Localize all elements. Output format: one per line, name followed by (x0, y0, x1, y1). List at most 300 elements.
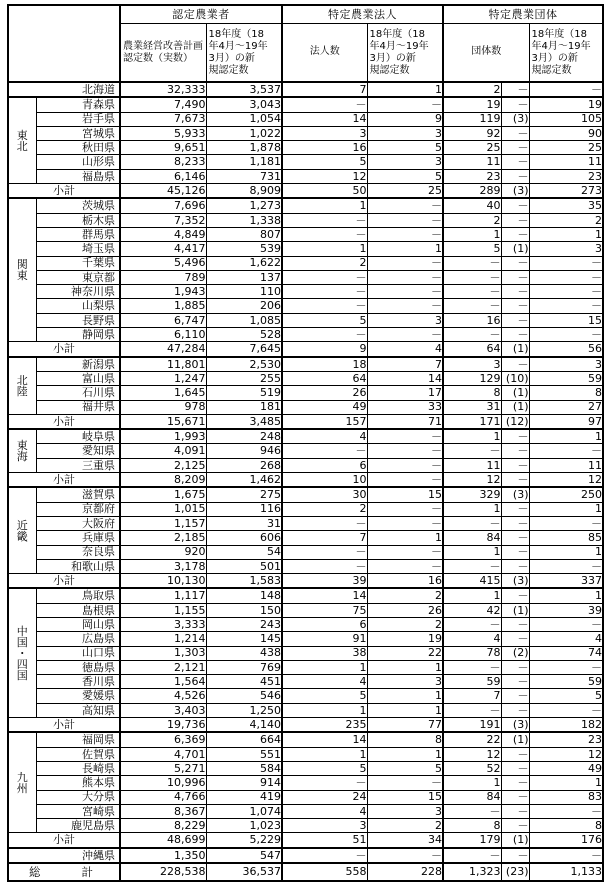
cell-new-certifications-organizations: － (529, 256, 603, 270)
cell-organization-count: 23 (443, 169, 501, 183)
table-row (8, 141, 603, 155)
cell-new-certifications-farmers: 1,074 (206, 804, 282, 818)
prefecture-label: 宮城県 (36, 126, 120, 140)
cell-corporation-count: 1 (282, 703, 367, 717)
cell-new-certifications-organizations: 1 (529, 588, 603, 603)
cell-new-certifications-corporations: － (367, 516, 443, 530)
cell-organization-count: 3 (443, 357, 501, 372)
cell-new-certifications-corporations: 1 (367, 747, 443, 761)
cell-organization-count-paren: － (501, 588, 529, 603)
prefecture-label: 長崎県 (36, 761, 120, 775)
cell-new-certifications-corporations: 4 (367, 342, 443, 357)
cell-improvement-plan-count: 4,526 (120, 689, 206, 703)
cell-organization-count-paren: (23) (501, 863, 529, 881)
header-line-1: 18年度（18 (369, 28, 425, 40)
cell-organization-count: 84 (443, 790, 501, 804)
header-col-organization-count: 団体数 (443, 24, 529, 82)
cell-new-certifications-corporations: － (367, 97, 443, 112)
table-body (8, 82, 603, 881)
cell-organization-count-paren: － (501, 313, 529, 327)
cell-organization-count: 40 (443, 198, 501, 213)
cell-new-certifications-farmers: 1,250 (206, 703, 282, 717)
cell-organization-count: 59 (443, 675, 501, 689)
prefecture-label: 長野県 (36, 313, 120, 327)
grand-total-row (8, 863, 603, 881)
cell-organization-count-paren: － (501, 97, 529, 112)
prefecture-label: 群馬県 (36, 227, 120, 241)
prefecture-label: 鳥取県 (36, 588, 120, 603)
cell-new-certifications-corporations: 3 (367, 804, 443, 818)
cell-improvement-plan-count: 8,229 (120, 819, 206, 833)
cell-new-certifications-farmers: 1,338 (206, 213, 282, 227)
cell-new-certifications-corporations: 9 (367, 112, 443, 126)
cell-new-certifications-organizations: 1 (529, 429, 603, 444)
cell-improvement-plan-count: 47,284 (120, 342, 206, 357)
cell-organization-count-paren: － (501, 617, 529, 631)
region-label-char: 国 (16, 668, 28, 682)
cell-new-certifications-farmers: 946 (206, 444, 282, 458)
cell-new-certifications-farmers: 1,022 (206, 126, 282, 140)
cell-organization-count-paren: － (501, 357, 529, 372)
cell-improvement-plan-count: 9,651 (120, 141, 206, 155)
cell-organization-count: 16 (443, 313, 501, 327)
header-line-4: 規認定数 (369, 64, 410, 76)
cell-organization-count-paren: － (501, 660, 529, 674)
cell-new-certifications-corporations: － (367, 776, 443, 790)
cell-new-certifications-farmers: 1,023 (206, 819, 282, 833)
cell-corporation-count: － (282, 213, 367, 227)
cell-organization-count: 2 (443, 82, 501, 97)
cell-new-certifications-corporations: － (367, 559, 443, 573)
cell-new-certifications-organizations: 56 (529, 342, 603, 357)
table-row (8, 516, 603, 530)
cell-organization-count: 31 (443, 400, 501, 414)
cell-new-certifications-organizations: － (529, 804, 603, 818)
cell-organization-count-paren: (1) (501, 603, 529, 617)
header-line-2: 年4月～19年 (208, 40, 268, 52)
cell-organization-count-paren: － (501, 169, 529, 183)
cell-corporation-count: 5 (282, 155, 367, 169)
cell-organization-count-paren: (10) (501, 371, 529, 385)
cell-improvement-plan-count: 2,125 (120, 458, 206, 472)
header-col-new-certifications-organizations (529, 24, 603, 82)
table-row (8, 732, 603, 747)
cell-new-certifications-farmers: 438 (206, 646, 282, 660)
cell-organization-count-paren: － (501, 285, 529, 299)
prefecture-label: 高知県 (36, 703, 120, 717)
cell-organization-count: 1 (443, 227, 501, 241)
cell-corporation-count: 38 (282, 646, 367, 660)
cell-organization-count-paren: － (501, 126, 529, 140)
cell-organization-count: － (443, 270, 501, 284)
subtotal-row (8, 833, 603, 848)
cell-organization-count-paren: (2) (501, 646, 529, 660)
cell-organization-count: 191 (443, 718, 501, 733)
cell-improvement-plan-count: 5,933 (120, 126, 206, 140)
table-row (8, 386, 603, 400)
cell-corporation-count: 12 (282, 169, 367, 183)
region-label-東北 (8, 97, 36, 183)
table-row (8, 112, 603, 126)
cell-improvement-plan-count: 1,117 (120, 588, 206, 603)
cell-new-certifications-organizations: 25 (529, 141, 603, 155)
subtotal-row (8, 342, 603, 357)
cell-new-certifications-corporations: － (367, 444, 443, 458)
cell-new-certifications-organizations: 1 (529, 776, 603, 790)
cell-organization-count-paren: (3) (501, 184, 529, 199)
cell-new-certifications-farmers: 606 (206, 531, 282, 545)
prefecture-label: 佐賀県 (36, 747, 120, 761)
table-row (8, 444, 603, 458)
cell-organization-count: 8 (443, 819, 501, 833)
table-row (8, 198, 603, 213)
table-row (8, 603, 603, 617)
table-row (8, 689, 603, 703)
cell-new-certifications-corporations: 2 (367, 819, 443, 833)
cell-improvement-plan-count: 1,885 (120, 299, 206, 313)
cell-improvement-plan-count: 8,367 (120, 804, 206, 818)
cell-improvement-plan-count: 6,747 (120, 313, 206, 327)
cell-improvement-plan-count: 1,015 (120, 502, 206, 516)
subtotal-row (8, 574, 603, 589)
cell-new-certifications-farmers: 547 (206, 848, 282, 863)
region-label-char: 東 (16, 128, 28, 142)
header-col-improvement-plan-count (120, 24, 206, 82)
cell-new-certifications-corporations: 8 (367, 732, 443, 747)
cell-new-certifications-corporations: － (367, 545, 443, 559)
cell-organization-count-paren: (1) (501, 732, 529, 747)
cell-improvement-plan-count: 2,185 (120, 531, 206, 545)
cell-new-certifications-organizations: 83 (529, 790, 603, 804)
cell-organization-count: 5 (443, 242, 501, 256)
prefecture-label: 岐阜県 (36, 429, 120, 444)
cell-new-certifications-organizations: 337 (529, 574, 603, 589)
cell-new-certifications-organizations: － (529, 516, 603, 530)
header-line-2: 年4月～19年 (531, 40, 591, 52)
cell-organization-count-paren: － (501, 776, 529, 790)
cell-corporation-count: 16 (282, 141, 367, 155)
table-row (8, 819, 603, 833)
subtotal-label: 小計 (8, 473, 120, 488)
cell-new-certifications-corporations: 2 (367, 588, 443, 603)
cell-new-certifications-organizations: 27 (529, 400, 603, 414)
cell-new-certifications-corporations: － (367, 198, 443, 213)
cell-improvement-plan-count: 1,564 (120, 675, 206, 689)
table-row (8, 804, 603, 818)
cell-organization-count: 7 (443, 689, 501, 703)
cell-improvement-plan-count: 7,490 (120, 97, 206, 112)
cell-organization-count: 12 (443, 473, 501, 488)
cell-organization-count: 92 (443, 126, 501, 140)
cell-new-certifications-farmers: 54 (206, 545, 282, 559)
cell-corporation-count: 14 (282, 588, 367, 603)
table-row (8, 790, 603, 804)
cell-organization-count-paren: (3) (501, 112, 529, 126)
prefecture-label: 神奈川県 (36, 285, 120, 299)
cell-corporation-count: － (282, 776, 367, 790)
table-row (8, 776, 603, 790)
cell-organization-count-paren: － (501, 299, 529, 313)
cell-new-certifications-corporations: 3 (367, 155, 443, 169)
cell-improvement-plan-count: 978 (120, 400, 206, 414)
cell-organization-count: 119 (443, 112, 501, 126)
subtotal-label: 小計 (8, 184, 120, 199)
prefecture-label: 青森県 (36, 97, 120, 112)
prefecture-label: 愛媛県 (36, 689, 120, 703)
cell-corporation-count: 2 (282, 256, 367, 270)
table-row (8, 761, 603, 775)
cell-new-certifications-corporations: － (367, 270, 443, 284)
cell-corporation-count: 14 (282, 732, 367, 747)
region-label-東海 (8, 429, 36, 472)
cell-organization-count-paren: － (501, 632, 529, 646)
cell-corporation-count: － (282, 328, 367, 342)
table-row (8, 97, 603, 112)
cell-new-certifications-farmers: 148 (206, 588, 282, 603)
prefecture-label: 岩手県 (36, 112, 120, 126)
table-row (8, 313, 603, 327)
header-group-specified-farm-corporations: 特定農業法人 (282, 5, 443, 24)
cell-organization-count: － (443, 848, 501, 863)
cell-new-certifications-organizations: － (529, 559, 603, 573)
cell-new-certifications-organizations: 39 (529, 603, 603, 617)
region-label-char: 東 (16, 269, 28, 283)
table-row (8, 617, 603, 631)
cell-new-certifications-corporations: 14 (367, 371, 443, 385)
cell-new-certifications-corporations: － (367, 227, 443, 241)
cell-new-certifications-farmers: 731 (206, 169, 282, 183)
cell-new-certifications-organizations: 176 (529, 833, 603, 848)
cell-corporation-count: － (282, 545, 367, 559)
cell-new-certifications-corporations: 1 (367, 531, 443, 545)
cell-organization-count-paren: － (501, 429, 529, 444)
prefecture-label: 富山県 (36, 371, 120, 385)
prefecture-label: 香川県 (36, 675, 120, 689)
cell-new-certifications-farmers: 451 (206, 675, 282, 689)
region-label-char: 東 (16, 439, 28, 453)
cell-new-certifications-farmers: 501 (206, 559, 282, 573)
cell-new-certifications-corporations: 26 (367, 603, 443, 617)
cell-improvement-plan-count: 15,671 (120, 414, 206, 429)
cell-organization-count-paren: － (501, 675, 529, 689)
cell-new-certifications-farmers: 137 (206, 270, 282, 284)
header-col-new-certifications-farmers (206, 24, 282, 82)
grand-total-label: 総 計 (8, 863, 120, 881)
cell-organization-count: － (443, 285, 501, 299)
cell-new-certifications-corporations: 5 (367, 761, 443, 775)
cell-improvement-plan-count: 7,696 (120, 198, 206, 213)
cell-corporation-count: 10 (282, 473, 367, 488)
table-row (8, 155, 603, 169)
subtotal-row (8, 414, 603, 429)
cell-new-certifications-farmers: 8,909 (206, 184, 282, 199)
cell-organization-count-paren: － (501, 213, 529, 227)
cell-improvement-plan-count: 48,699 (120, 833, 206, 848)
cell-improvement-plan-count: 1,350 (120, 848, 206, 863)
header-line-2: 年4月～19年 (369, 40, 429, 52)
cell-new-certifications-corporations: 25 (367, 184, 443, 199)
cell-organization-count: － (443, 444, 501, 458)
table-page (0, 4, 609, 879)
region-label-char: 中 (16, 624, 28, 638)
prefecture-label: 和歌山県 (36, 559, 120, 573)
cell-improvement-plan-count: 3,178 (120, 559, 206, 573)
cell-new-certifications-corporations: － (367, 502, 443, 516)
cell-new-certifications-corporations: 1 (367, 660, 443, 674)
cell-new-certifications-farmers: 1,085 (206, 313, 282, 327)
cell-new-certifications-corporations: 5 (367, 169, 443, 183)
cell-corporation-count: 1 (282, 242, 367, 256)
prefecture-label: 栃木県 (36, 213, 120, 227)
cell-improvement-plan-count: 1,214 (120, 632, 206, 646)
prefecture-label: 山口県 (36, 646, 120, 660)
cell-improvement-plan-count: 4,417 (120, 242, 206, 256)
subtotal-label: 小計 (8, 833, 120, 848)
cell-improvement-plan-count: 1,645 (120, 386, 206, 400)
header-group-specified-farm-organizations: 特定農業団体 (443, 5, 603, 24)
cell-new-certifications-corporations: 33 (367, 400, 443, 414)
cell-new-certifications-farmers: 1,583 (206, 574, 282, 589)
table-row (8, 242, 603, 256)
cell-organization-count: 22 (443, 732, 501, 747)
subtotal-label: 小計 (8, 574, 120, 589)
cell-new-certifications-organizations: 90 (529, 126, 603, 140)
subtotal-row (8, 184, 603, 199)
cell-new-certifications-organizations: 12 (529, 747, 603, 761)
cell-organization-count-paren: － (501, 328, 529, 342)
cell-improvement-plan-count: 228,538 (120, 863, 206, 881)
cell-organization-count: 42 (443, 603, 501, 617)
cell-improvement-plan-count: 1,993 (120, 429, 206, 444)
cell-organization-count-paren: － (501, 227, 529, 241)
cell-new-certifications-organizations: － (529, 444, 603, 458)
cell-organization-count-paren: － (501, 689, 529, 703)
cell-improvement-plan-count: 5,496 (120, 256, 206, 270)
region-label-char: 国 (16, 635, 28, 649)
cell-corporation-count: 4 (282, 429, 367, 444)
cell-new-certifications-corporations: 5 (367, 141, 443, 155)
region-label-char: 近 (16, 518, 28, 532)
cell-organization-count-paren: － (501, 444, 529, 458)
cell-improvement-plan-count: 920 (120, 545, 206, 559)
header-line-3: 3月）の新 (369, 52, 416, 64)
cell-organization-count-paren: － (501, 270, 529, 284)
cell-organization-count-paren: － (501, 516, 529, 530)
cell-improvement-plan-count: 6,146 (120, 169, 206, 183)
cell-new-certifications-organizations: － (529, 82, 603, 97)
cell-new-certifications-farmers: 551 (206, 747, 282, 761)
cell-organization-count: 84 (443, 531, 501, 545)
cell-new-certifications-farmers: 255 (206, 371, 282, 385)
cell-improvement-plan-count: 1,247 (120, 371, 206, 385)
cell-improvement-plan-count: 789 (120, 270, 206, 284)
cell-corporation-count: 1 (282, 660, 367, 674)
cell-organization-count: － (443, 804, 501, 818)
cell-improvement-plan-count: 7,352 (120, 213, 206, 227)
cell-corporation-count: 1 (282, 747, 367, 761)
table-row (8, 357, 603, 372)
cell-organization-count: － (443, 617, 501, 631)
cell-organization-count: 179 (443, 833, 501, 848)
cell-new-certifications-corporations: － (367, 473, 443, 488)
cell-new-certifications-corporations: － (367, 285, 443, 299)
cell-corporation-count: 49 (282, 400, 367, 414)
cell-organization-count: 19 (443, 97, 501, 112)
cell-new-certifications-organizations: 4 (529, 632, 603, 646)
cell-improvement-plan-count: 4,849 (120, 227, 206, 241)
cell-new-certifications-farmers: 528 (206, 328, 282, 342)
prefecture-label: 福井県 (36, 400, 120, 414)
prefecture-label: 埼玉県 (36, 242, 120, 256)
prefecture-label: 福島県 (36, 169, 120, 183)
cell-improvement-plan-count: 1,303 (120, 646, 206, 660)
prefecture-label: 京都府 (36, 502, 120, 516)
header-line-3: 3月）の新 (531, 52, 578, 64)
cell-new-certifications-farmers: 1,181 (206, 155, 282, 169)
cell-organization-count: － (443, 328, 501, 342)
cell-organization-count: 8 (443, 386, 501, 400)
cell-organization-count-paren: － (501, 747, 529, 761)
prefecture-label: 兵庫県 (36, 531, 120, 545)
cell-organization-count-paren: － (501, 82, 529, 97)
cell-new-certifications-farmers: 7,645 (206, 342, 282, 357)
cell-new-certifications-farmers: 181 (206, 400, 282, 414)
cell-organization-count-paren: (3) (501, 574, 529, 589)
prefecture-label: 島根県 (36, 603, 120, 617)
cell-corporation-count: 1 (282, 198, 367, 213)
cell-organization-count: 1 (443, 429, 501, 444)
cell-improvement-plan-count: 1,675 (120, 487, 206, 502)
cell-new-certifications-corporations: 1 (367, 242, 443, 256)
cell-new-certifications-corporations: － (367, 299, 443, 313)
cell-organization-count: － (443, 516, 501, 530)
cell-new-certifications-farmers: 2,530 (206, 357, 282, 372)
header-line-1: 18年度（18 (208, 28, 264, 40)
cell-improvement-plan-count: 10,130 (120, 574, 206, 589)
cell-organization-count: 4 (443, 632, 501, 646)
cell-new-certifications-organizations: 35 (529, 198, 603, 213)
cell-new-certifications-organizations: 1 (529, 227, 603, 241)
cell-new-certifications-organizations: 59 (529, 675, 603, 689)
cell-organization-count: － (443, 703, 501, 717)
cell-new-certifications-farmers: 150 (206, 603, 282, 617)
cell-new-certifications-organizations: 8 (529, 386, 603, 400)
cell-improvement-plan-count: 8,209 (120, 473, 206, 488)
cell-new-certifications-farmers: 5,229 (206, 833, 282, 848)
cell-improvement-plan-count: 6,110 (120, 328, 206, 342)
cell-corporation-count: 75 (282, 603, 367, 617)
cell-organization-count-paren: － (501, 531, 529, 545)
cell-new-certifications-corporations: 16 (367, 574, 443, 589)
certified-farmers-statistics-table (7, 4, 604, 882)
cell-organization-count: 1 (443, 776, 501, 790)
cell-corporation-count: 50 (282, 184, 367, 199)
cell-organization-count-paren: － (501, 848, 529, 863)
cell-new-certifications-organizations: 182 (529, 718, 603, 733)
cell-new-certifications-corporations: 15 (367, 487, 443, 502)
cell-organization-count-paren: － (501, 458, 529, 472)
cell-new-certifications-corporations: － (367, 256, 443, 270)
subtotal-label: 小計 (8, 718, 120, 733)
cell-improvement-plan-count: 3,333 (120, 617, 206, 631)
cell-new-certifications-farmers: 243 (206, 617, 282, 631)
cell-new-certifications-farmers: 1,273 (206, 198, 282, 213)
cell-organization-count: － (443, 299, 501, 313)
region-label-char: 陸 (16, 384, 28, 398)
cell-improvement-plan-count: 3,403 (120, 703, 206, 717)
cell-new-certifications-farmers: 3,485 (206, 414, 282, 429)
cell-new-certifications-organizations: － (529, 617, 603, 631)
